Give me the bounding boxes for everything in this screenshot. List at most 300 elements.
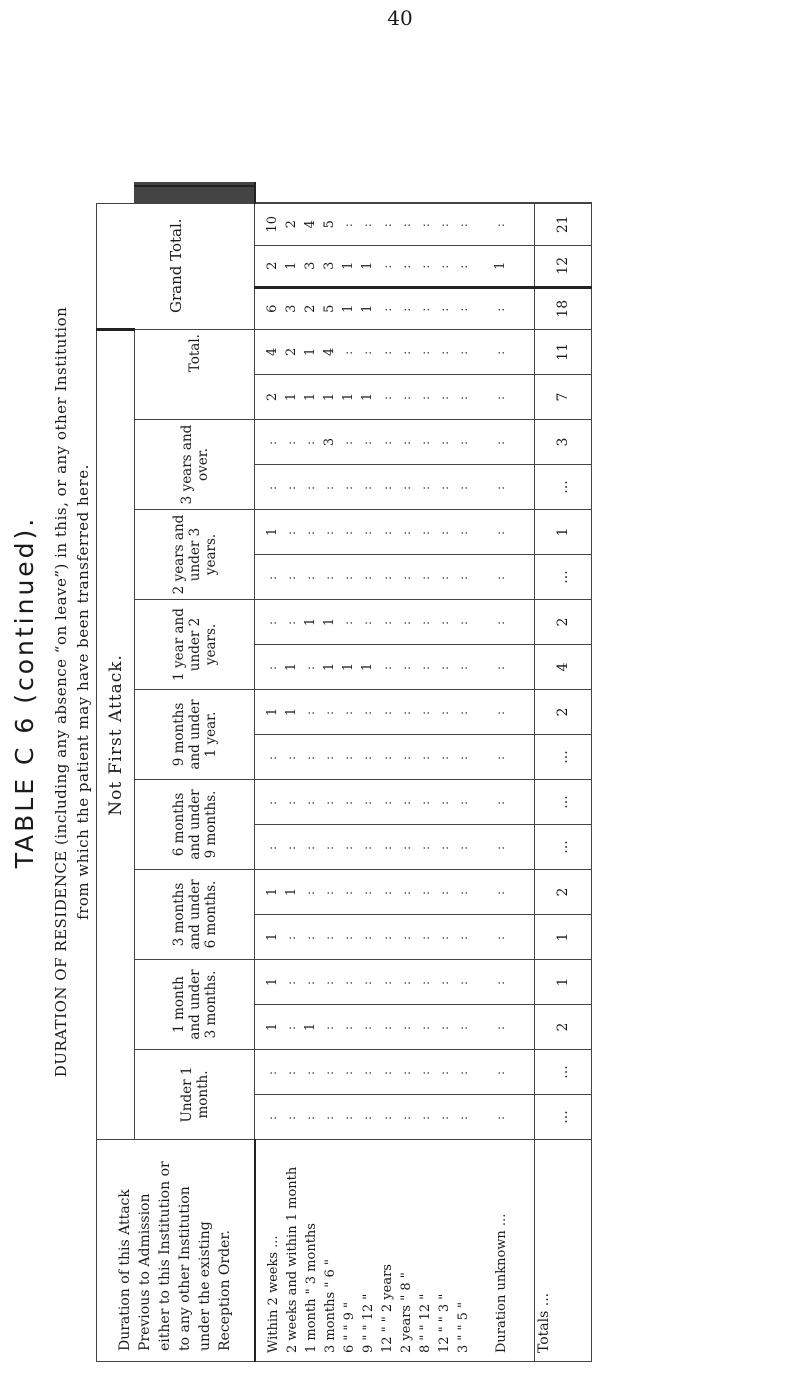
table-cell: 2 (303, 304, 319, 313)
total-cell-y3_f: 3 (534, 420, 591, 465)
table-cell: : (322, 798, 337, 806)
table-cell: : (341, 483, 356, 491)
table-cell: : (436, 393, 451, 401)
total-cell-y3_m: ... (534, 465, 591, 510)
table-cell: : (322, 1068, 337, 1076)
column-m1_3_f (255, 960, 535, 1005)
table-cell: 3 (303, 261, 319, 270)
table-cell: : (284, 753, 299, 761)
unknown-cell: : (493, 438, 508, 446)
table-cell: : (360, 708, 375, 716)
table-cell: : (455, 618, 470, 626)
table-cell: : (436, 305, 451, 312)
period-header-6: 2 years and under 3 years. (135, 510, 255, 600)
table-cell: 1 (341, 662, 357, 672)
table-cell: 1 (265, 977, 280, 987)
table-cell: : (436, 528, 451, 536)
unknown-cell: : (493, 798, 508, 806)
table-cell: : (379, 978, 394, 986)
table-cell: : (360, 1023, 375, 1031)
table-cell: : (417, 843, 432, 851)
table-cell: : (360, 348, 375, 355)
table-cell: : (398, 1113, 413, 1121)
total-cell-y2_3_m: ... (534, 555, 591, 600)
unknown-cell: : (493, 888, 508, 896)
table-cell: : (398, 798, 413, 806)
table-cell: 1 (360, 304, 376, 313)
table-cell: : (360, 798, 375, 806)
table-cell: : (455, 305, 470, 312)
table-cell: : (417, 393, 432, 401)
table-cell: : (360, 1113, 375, 1121)
table-cell: : (303, 1113, 318, 1121)
table-cell: : (455, 843, 470, 851)
table-cell: 1 (303, 392, 319, 402)
table-cell: : (322, 843, 337, 851)
table-cell: 2 (284, 347, 300, 357)
table-cell: : (398, 618, 413, 626)
table-cell: 3 (322, 261, 338, 270)
table-cell: : (379, 221, 394, 228)
table-cell: 1 (341, 392, 357, 402)
table-cell: : (303, 483, 318, 491)
table-cell: : (322, 573, 337, 581)
table-cell: : (379, 1023, 394, 1031)
table-cell: : (303, 663, 318, 671)
table-cell: : (303, 798, 318, 806)
total-cell-u1_m: ... (534, 1095, 591, 1140)
unknown-cell: : (493, 483, 508, 491)
total-cell-y2_3_f: 1 (534, 510, 591, 555)
table-cell: 4 (322, 347, 338, 357)
table-cell: : (436, 753, 451, 761)
table-cell: : (455, 1023, 470, 1031)
table-cell: : (322, 528, 337, 536)
table-cell: : (379, 483, 394, 491)
table-cell: 1 (303, 617, 319, 627)
table-cell: : (379, 618, 394, 626)
total-cell-m3_6_m: 1 (534, 915, 591, 960)
table-cell: 3 (322, 437, 338, 447)
totals-row (534, 183, 591, 1362)
table-cell: : (322, 1023, 337, 1031)
table-cell: : (322, 753, 337, 761)
table-cell: : (398, 305, 413, 312)
table-cell: : (284, 978, 299, 986)
table-cell: 1 (322, 392, 338, 402)
table-cell: 4 (265, 347, 280, 357)
table-cell: 1 (360, 392, 376, 402)
table-cell: : (322, 888, 337, 896)
table-cell: : (417, 483, 432, 491)
row-label: 12 " " 3 " (437, 1293, 453, 1353)
table-cell: : (398, 663, 413, 671)
table-cell: 1 (303, 347, 319, 357)
table-cell: 5 (322, 220, 338, 229)
subtitle-line-2: from which the patient may have been transferred here. (74, 464, 92, 920)
table-cell: 1 (265, 1022, 280, 1032)
unknown-cell: : (493, 528, 508, 536)
table-cell: : (265, 618, 279, 626)
table-cell: : (341, 843, 356, 851)
table-cell: 1 (265, 707, 280, 717)
table-cell: : (417, 1023, 432, 1031)
table-cell: : (455, 348, 470, 355)
table-cell: : (398, 1068, 413, 1076)
total-cell-m9_12_f: 2 (534, 690, 591, 735)
table-cell: : (360, 888, 375, 896)
table-cell: : (360, 843, 375, 851)
table-cell: : (341, 888, 356, 896)
table-cell: : (455, 1068, 470, 1076)
table-cell: : (398, 933, 413, 941)
table-cell: : (455, 888, 470, 896)
table-cell: : (436, 1023, 451, 1031)
table-cell: : (303, 888, 318, 896)
unknown-cell: : (493, 1068, 508, 1076)
total-cell-y1_2_m: 4 (534, 645, 591, 690)
table-cell: 1 (341, 261, 357, 270)
table-cell: : (341, 753, 356, 761)
table-cell: : (417, 663, 432, 671)
table-cell: 2 (265, 392, 280, 402)
table-cell: 1 (284, 662, 300, 672)
table-cell: : (341, 348, 356, 355)
table-cell: : (284, 618, 299, 626)
table-cell: 2 (284, 220, 300, 229)
table-cell: 10 (265, 215, 280, 233)
row-label: 8 " " 12 " (418, 1293, 434, 1353)
table-cell: : (379, 393, 394, 401)
table-cell: : (379, 305, 394, 312)
grand-total-header: Grand Total. (97, 203, 255, 329)
table-cell: : (265, 663, 279, 671)
table-cell: : (341, 221, 356, 228)
table-cell: : (417, 262, 432, 269)
table-cell: : (379, 262, 394, 269)
table-cell: : (455, 393, 470, 401)
table-cell: : (284, 1068, 299, 1076)
table-cell: : (284, 528, 299, 536)
unknown-cell: : (493, 1023, 508, 1031)
period-header-0: Under 1 month. (135, 1050, 255, 1140)
column-m1_3_m (255, 1005, 535, 1050)
total-cell-m6_9_m: ... (534, 825, 591, 870)
period-header-7: 3 years and over. (135, 420, 255, 510)
table-cell: : (303, 708, 318, 716)
row-label: 3 " " 5 " (456, 1301, 472, 1353)
table-cell: 1 (284, 707, 300, 717)
table-cell: : (398, 843, 413, 851)
row-label: 12 " " 2 years (380, 1264, 396, 1353)
totals-label: Totals ... (534, 1140, 591, 1362)
table-cell: : (360, 618, 375, 626)
table-cell: : (436, 933, 451, 941)
table-cell: : (379, 663, 394, 671)
column-y1_2_m (255, 645, 535, 690)
table-cell: : (398, 573, 413, 581)
table-cell: : (436, 618, 451, 626)
column-gt_m (255, 245, 535, 287)
table-cell: : (417, 221, 432, 228)
unknown-cell: : (493, 978, 508, 986)
table-cell: : (417, 573, 432, 581)
column-m6_9_f (255, 780, 535, 825)
column-u1_f (255, 1050, 535, 1095)
unknown-cell: 1 (493, 261, 509, 270)
row-label: Within 2 weeks ... (265, 1235, 281, 1353)
table-cell: : (341, 1023, 356, 1031)
table-cell: : (398, 528, 413, 536)
column-u1_m (255, 1095, 535, 1140)
table-cell: 4 (303, 220, 319, 229)
table-cell: : (398, 888, 413, 896)
row-label: 3 months " 6 " (322, 1259, 338, 1353)
total-cell-m1_3_f: 1 (534, 960, 591, 1005)
table-cell: : (379, 1068, 394, 1076)
table-cell: : (265, 843, 279, 851)
period-header-5: 1 year and under 2 years. (135, 600, 255, 690)
column-y3_f (255, 420, 535, 465)
sex-header-f (135, 184, 255, 185)
table-cell: : (417, 753, 432, 761)
table-cell: : (455, 798, 470, 806)
table-cell: : (360, 483, 375, 491)
table-cell: 1 (284, 887, 300, 897)
table-cell: : (417, 528, 432, 536)
total-cell-u1_f: ... (534, 1050, 591, 1095)
unknown-cell: : (493, 393, 508, 401)
table-cell: : (455, 221, 470, 228)
table-cell: : (379, 708, 394, 716)
period-header-4: 9 months and under 1 year. (135, 690, 255, 780)
table-cell: 6 (265, 304, 280, 313)
table-cell: : (398, 753, 413, 761)
table-cell: : (341, 933, 356, 941)
table-cell: : (360, 438, 375, 446)
table-cell: : (398, 1023, 413, 1031)
table-cell: : (284, 933, 299, 941)
table-cell: : (303, 753, 318, 761)
table-cell: : (303, 933, 318, 941)
table-cell: : (284, 798, 299, 806)
total-cell-y1_2_f: 2 (534, 600, 591, 645)
table-cell: : (303, 843, 318, 851)
table-cell: : (436, 708, 451, 716)
table-cell: : (303, 1068, 318, 1076)
table-cell: : (284, 573, 299, 581)
table-cell: : (322, 978, 337, 986)
table-cell: : (398, 483, 413, 491)
sex-header-m (135, 184, 255, 185)
table-cell: : (417, 888, 432, 896)
table-cell: : (265, 1068, 279, 1076)
table-cell: : (379, 798, 394, 806)
row-labels-cell (255, 1140, 535, 1362)
table-cell: : (417, 933, 432, 941)
table-cell: : (417, 1068, 432, 1076)
column-tot_m (255, 375, 535, 420)
table-cell: : (379, 438, 394, 446)
table-cell: : (417, 618, 432, 626)
table-cell: : (265, 1113, 279, 1121)
row-label: 2 weeks and within 1 month (284, 1166, 300, 1353)
table-cell: : (455, 573, 470, 581)
subtitle-line-1: DURATION OF RESIDENCE (including any absence “on leave”) in this, or any other Institution (52, 306, 70, 1078)
total-cell-m6_9_f: ... (534, 780, 591, 825)
total-cell-tot_t: 18 (534, 287, 591, 329)
total-cell-tot_m: 7 (534, 375, 591, 420)
table-cell: : (360, 1068, 375, 1076)
row-label: 6 " " 9 " (341, 1301, 357, 1353)
table-cell: 1 (341, 304, 357, 313)
period-header-8: Total. (135, 287, 255, 419)
table-cell: 3 (284, 304, 300, 313)
unknown-cell: : (493, 708, 508, 716)
table-cell: : (398, 262, 413, 269)
page-number: 40 (387, 6, 413, 30)
table-cell: : (417, 305, 432, 312)
row-label: 2 years " 8 " (399, 1272, 415, 1353)
table-cell: : (360, 221, 375, 228)
table-cell: : (265, 753, 279, 761)
table-cell: : (360, 933, 375, 941)
row-label: 1 month " 3 months (303, 1223, 319, 1353)
table-cell: : (455, 262, 470, 269)
table-cell: : (322, 1113, 337, 1121)
table-cell: : (379, 753, 394, 761)
unknown-cell: : (493, 1113, 508, 1121)
table-cell: : (417, 438, 432, 446)
table-cell: : (436, 348, 451, 355)
period-header-3: 6 months and under 9 months. (135, 780, 255, 870)
table-cell: : (341, 708, 356, 716)
table-cell: : (417, 348, 432, 355)
table-cell: : (341, 1113, 356, 1121)
total-cell-m1_3_m: 2 (534, 1005, 591, 1050)
table-cell: : (284, 483, 299, 491)
table-cell: : (455, 483, 470, 491)
total-cell-gt_m: 12 (534, 245, 591, 287)
table-cell: : (398, 978, 413, 986)
table-cell: : (455, 708, 470, 716)
table-cell: : (398, 438, 413, 446)
table-cell: : (398, 708, 413, 716)
table-cell: : (455, 528, 470, 536)
period-header-2: 3 months and under 6 months. (135, 870, 255, 960)
unknown-cell: : (493, 843, 508, 851)
table-cell: : (303, 573, 318, 581)
table-cell: : (341, 573, 356, 581)
table-cell: : (436, 438, 451, 446)
table-cell: : (455, 663, 470, 671)
unknown-cell: : (493, 933, 508, 941)
total-cell-m3_6_f: 2 (534, 870, 591, 915)
group-header-not-first-attack: Not First Attack. (97, 329, 135, 1139)
period-header-1: 1 month and under 3 months. (135, 960, 255, 1050)
table-cell: 1 (284, 261, 300, 270)
table-cell: : (379, 933, 394, 941)
column-m9_12_m (255, 735, 535, 780)
table-cell: : (341, 528, 356, 536)
table-cell: : (436, 798, 451, 806)
table-cell: : (322, 933, 337, 941)
table-cell: : (417, 708, 432, 716)
table-cell: : (284, 1023, 299, 1031)
table-cell: 1 (265, 887, 280, 897)
table-cell: : (455, 753, 470, 761)
unknown-label: Duration unknown ... (493, 1213, 509, 1353)
column-y1_2_f (255, 600, 535, 645)
table-cell: : (341, 1068, 356, 1076)
column-tot_t (255, 287, 535, 329)
residence-duration-table (96, 182, 592, 1362)
table-cell: 1 (284, 392, 300, 402)
column-gt_f (255, 203, 535, 245)
column-m3_6_m (255, 915, 535, 960)
table-cell: : (436, 843, 451, 851)
table-cell: 1 (322, 662, 338, 672)
table-cell: : (303, 438, 318, 446)
table-cell: : (322, 708, 337, 716)
table-cell: : (303, 978, 318, 986)
unknown-cell: : (493, 663, 508, 671)
table-cell: : (341, 438, 356, 446)
table-cell: : (379, 528, 394, 536)
unknown-cell: : (493, 348, 508, 355)
table-cell: : (284, 1113, 299, 1121)
table-cell: : (436, 663, 451, 671)
table-cell: : (436, 1068, 451, 1076)
table-cell: : (455, 933, 470, 941)
column-tot_f (255, 329, 535, 374)
table-title: TABLE C 6 (continued). (10, 515, 39, 869)
table-cell: : (379, 348, 394, 355)
total-cell-tot_f: 11 (534, 329, 591, 374)
table-cell: : (265, 798, 279, 806)
table-cell: : (265, 438, 279, 446)
table-cell: 1 (360, 662, 376, 672)
table-cell: : (455, 978, 470, 986)
table-cell: : (303, 528, 318, 536)
table-cell: : (322, 483, 337, 491)
table-cell: : (398, 348, 413, 355)
table-cell: : (417, 1113, 432, 1121)
table-cell: : (265, 483, 279, 491)
table-cell: : (360, 573, 375, 581)
total-cell-m9_12_m: ... (534, 735, 591, 780)
unknown-cell: : (493, 618, 508, 626)
table-cell: : (436, 262, 451, 269)
table-cell: : (398, 393, 413, 401)
table-cell: 1 (322, 617, 338, 627)
total-cell-gt_f: 21 (534, 203, 591, 245)
column-y2_3_f (255, 510, 535, 555)
table-cell: : (284, 438, 299, 446)
table-cell: 1 (360, 261, 376, 270)
table-cell: : (265, 573, 279, 581)
column-y2_3_m (255, 555, 535, 600)
unknown-cell: : (493, 305, 508, 312)
table-cell: : (341, 618, 356, 626)
column-y3_m (255, 465, 535, 510)
table-cell: 1 (303, 1022, 319, 1032)
table-cell: : (379, 888, 394, 896)
column-m3_6_f (255, 870, 535, 915)
table-cell: : (455, 1113, 470, 1121)
total-cell-gt_t (534, 202, 591, 203)
unknown-cell: : (493, 221, 508, 228)
